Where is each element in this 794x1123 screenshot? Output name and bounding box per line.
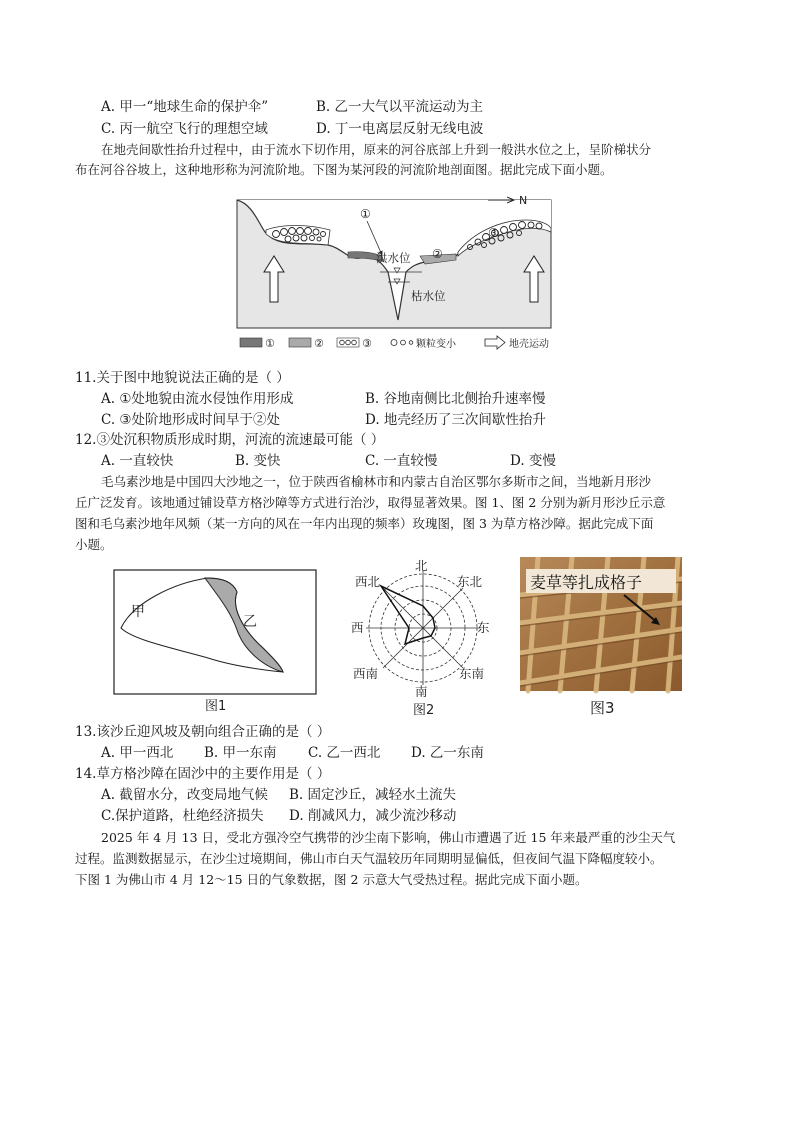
straw-checkerboard-photo xyxy=(520,557,682,720)
fig1-caption: 图1 xyxy=(205,699,227,714)
svg-text:颗粒变小: 颗粒变小 xyxy=(416,339,456,350)
q12-option-a: A. 一直较快 xyxy=(101,453,174,469)
dir-south: 南 xyxy=(415,684,428,699)
north-label: N xyxy=(519,194,528,207)
q10-option-b: B. 乙一大气以平流运动为主 xyxy=(316,99,484,115)
svg-text:③: ③ xyxy=(362,337,372,350)
wind-frequency-polygon xyxy=(381,586,435,644)
dry-level-label: 枯水位 xyxy=(411,289,446,303)
dir-north: 北 xyxy=(415,558,428,573)
q11-option-a: A. ①处地貌由流水侵蚀作用形成 xyxy=(101,391,294,407)
q13-option-a: A. 甲一西北 xyxy=(101,745,174,761)
barchan-dune-figure xyxy=(113,568,318,718)
q10-option-c: C. 丙一航空飞行的理想空域 xyxy=(101,121,268,137)
q12-option-c: C. 一直较慢 xyxy=(365,453,438,469)
flood-level-label: 洪水位 xyxy=(376,251,411,265)
passage2-line2: 丘广泛发育。该地通过铺设草方格沙障等方式进行治沙，取得显著效果。图 1、图 2 分别为新月形沙丘示意 xyxy=(75,495,666,510)
dir-northeast: 东北 xyxy=(457,574,483,589)
q11-option-b: B. 谷地南侧比北侧抬升速率慢 xyxy=(365,391,546,407)
dir-southeast: 东南 xyxy=(459,666,485,681)
passage1-line1: 在地壳间歇性抬升过程中，由于流水下切作用，原来的河谷底部上升到一般洪水位之上，呈阶梯状分 xyxy=(101,142,652,157)
wind-rose-figure xyxy=(345,556,495,721)
fig2-caption: 图2 xyxy=(413,703,435,718)
marker-1: ① xyxy=(360,207,371,221)
q13-option-c: C. 乙一西北 xyxy=(308,745,381,761)
marker-3: ③ xyxy=(488,226,499,240)
q11-stem: 11.关于图中地貌说法正确的是（ ） xyxy=(75,370,290,386)
dir-east: 东 xyxy=(477,620,490,635)
terrace-legend xyxy=(240,336,549,350)
passage3-line1: 2025 年 4 月 13 日，受北方强冷空气携带的沙尘南下影响，佛山市遭遇了近 15 年来最严重的沙尘天气 xyxy=(101,830,676,845)
q12-option-d: D. 变慢 xyxy=(510,453,556,469)
q14-option-b: B. 固定沙丘，减轻水土流失 xyxy=(289,787,457,803)
q12-option-b: B. 变快 xyxy=(235,453,281,469)
marker-2: ② xyxy=(432,247,443,261)
svg-text:地壳运动: 地壳运动 xyxy=(509,339,549,350)
passage1-line2: 布在河谷谷坡上，这种地形称为河流阶地。下图为某河段的河流阶地剖面图。据此完成下面小题。 xyxy=(75,162,613,177)
label-yi: 乙 xyxy=(243,614,257,630)
svg-text:②: ② xyxy=(314,337,324,350)
fig3-caption: 图3 xyxy=(590,699,615,717)
q13-option-b: B. 甲一东南 xyxy=(204,745,277,761)
fig3-annotation: 麦草等扎成格子 xyxy=(530,573,643,592)
q11-option-c: C. ③处阶地形成时间早于②处 xyxy=(101,412,281,428)
passage2-line4: 小题。 xyxy=(75,537,113,552)
q12-stem: 12.③处沉积物质形成时期，河流的流速最可能（ ） xyxy=(75,432,385,448)
svg-text:①: ① xyxy=(265,337,275,350)
q11-option-d: D. 地壳经历了三次间歇性抬升 xyxy=(365,412,546,428)
q14-option-d: D. 削减风力，减少流沙移动 xyxy=(289,808,457,824)
passage2-line1: 毛乌素沙地是中国四大沙地之一，位于陕西省榆林市和内蒙古自治区鄂尔多斯市之间，当地新月形沙 xyxy=(101,474,652,489)
q14-option-a: A. 截留水分，改变局地气候 xyxy=(101,787,268,803)
passage3-line3: 下图 1 为佛山市 4 月 12～15 日的气象数据，图 2 示意大气受热过程。据此完成下面小题。 xyxy=(75,872,588,887)
q10-option-a: A. 甲一“地球生命的保护伞” xyxy=(101,99,269,115)
q14-option-c: C.保护道路，杜绝经济损失 xyxy=(101,808,264,824)
q13-option-d: D. 乙一东南 xyxy=(411,745,484,761)
dir-west: 西 xyxy=(351,620,364,635)
river-terrace-figure xyxy=(230,190,565,355)
q14-stem: 14.草方格沙障在固沙中的主要作用是（ ） xyxy=(75,766,331,782)
passage3-line2: 过程。监测数据显示，在沙尘过境期间，佛山市白天气温较历年同期明显偏低，但夜间气温下降幅度较小。 xyxy=(75,851,663,866)
q10-option-d: D. 丁一电离层反射无线电波 xyxy=(316,121,484,137)
dir-northwest: 西北 xyxy=(355,574,381,589)
label-jia: 甲 xyxy=(131,604,145,620)
q13-stem: 13.该沙丘迎风坡及朝向组合正确的是（ ） xyxy=(75,724,331,740)
passage2-line3: 图和毛乌素沙地年风频（某一方向的风在一年内出现的频率）玫瑰图，图 3 为草方格沙障。据此完成下面 xyxy=(75,516,654,531)
dir-southwest: 西南 xyxy=(353,666,379,681)
